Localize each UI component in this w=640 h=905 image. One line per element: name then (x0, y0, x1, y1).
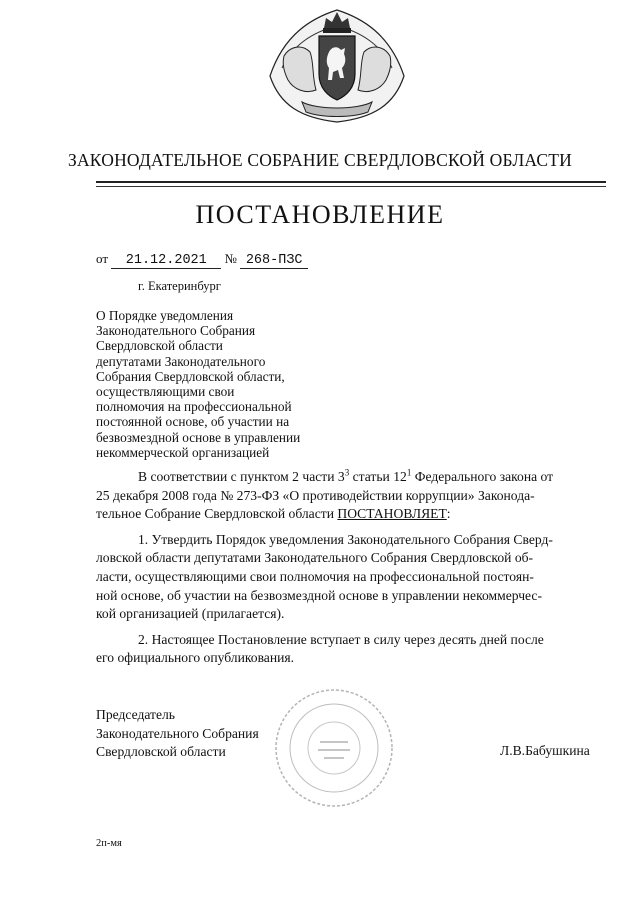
document-body (96, 468, 605, 675)
signature-title-line: Законодательного Собрания (96, 725, 259, 741)
document-subject (96, 308, 396, 460)
body-line: 1. Утвердить Порядок уведомления Законодательного Собрания Сверд- (138, 531, 553, 547)
body-line: его официального опубликования. (96, 650, 295, 666)
header-divider-thin (96, 186, 606, 187)
subject-line: депутатами Законодательного (96, 353, 266, 369)
superscript: 3 (344, 467, 350, 478)
document-number: 268-ПЗС (240, 253, 308, 269)
body-line (96, 505, 605, 524)
body-line (96, 468, 605, 487)
body-line: 2. Настоящее Постановление вступает в силу через десять дней после (138, 631, 544, 647)
signature-title-line: Председатель (96, 707, 175, 722)
preamble-paragraph (96, 468, 605, 524)
item-1-paragraph (96, 531, 605, 624)
body-text: : (446, 506, 451, 522)
subject-line: Свердловской области (96, 338, 223, 354)
document-meta (96, 251, 308, 269)
signatory-name: Л.В.Бабушкина (500, 743, 590, 758)
subject-line: полномочия на профессиональной (96, 399, 292, 415)
body-text: тельное Собрание Свердловской области (96, 506, 338, 522)
official-seal-icon (272, 686, 396, 810)
signature-title (96, 706, 259, 762)
body-line: 25 декабря 2008 года № 273-ФЗ «О противодействии коррупции» Законода- (96, 487, 535, 503)
organization-name: ЗАКОНОДАТЕЛЬНОЕ СОБРАНИЕ СВЕРДЛОВСКОЙ ОБЛАСТИ (68, 150, 572, 170)
item-2-paragraph (96, 631, 605, 668)
body-line: ной основе, об участии на безвозмездной основе в управлении некоммерчес- (96, 587, 542, 603)
footer-code: 2п-мя (96, 838, 122, 849)
subject-line: постоянной основе, об участии на (96, 414, 290, 430)
subject-line: осуществляющими свои (96, 384, 235, 400)
document-title: ПОСТАНОВЛЕНИЕ (195, 200, 445, 229)
header-divider-thick (96, 181, 606, 183)
document-city: г. Екатеринбург (138, 279, 221, 293)
body-text: В соответствии с пунктом 2 части 3 (138, 469, 345, 484)
resolves-keyword: ПОСТАНОВЛЯЕТ (337, 506, 447, 522)
document-date: 21.12.2021 (111, 253, 221, 269)
body-line: кой организацией (прилагается). (96, 606, 285, 622)
body-line: ловской области депутатами Законодательного Собрания Свердловской об- (96, 550, 534, 566)
subject-line: некоммерческой организацией (96, 444, 270, 460)
subject-line: О Порядке уведомления (96, 308, 234, 323)
superscript: 1 (406, 467, 412, 478)
body-line: ласти, осуществляющими свои полномочия на профессиональной постоян- (96, 568, 534, 584)
body-text: Федерального закона от (411, 469, 554, 484)
subject-line: безвозмездной основе в управлении (96, 429, 301, 445)
subject-line: Собрания Свердловской области, (96, 368, 285, 384)
body-text: статьи 12 (349, 469, 407, 484)
subject-line: Законодательного Собрания (96, 323, 256, 339)
date-prefix: от (96, 251, 109, 266)
number-prefix: № (224, 251, 237, 266)
coat-of-arms-icon (262, 6, 412, 124)
signature-title-line: Свердловской области (96, 744, 226, 760)
